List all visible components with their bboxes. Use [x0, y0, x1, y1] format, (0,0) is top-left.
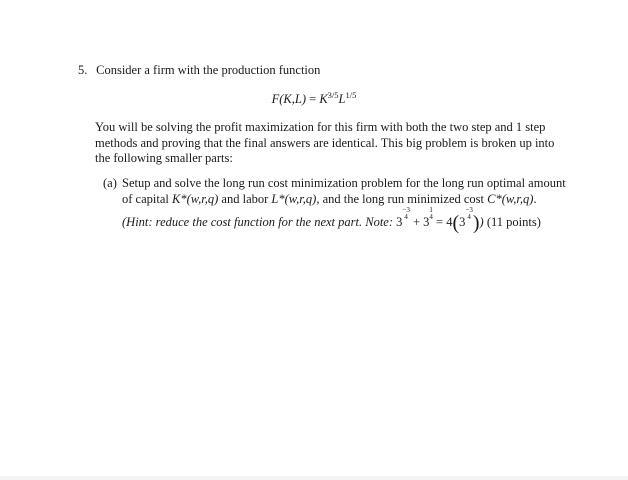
note-exp1-num: −3	[402, 206, 410, 215]
hint-close: )	[479, 215, 484, 230]
capital-symbol: K*(w,r,q)	[171, 191, 219, 206]
page-bottom-edge	[0, 476, 628, 480]
hint-text: (Hint: reduce the cost function for the next part. Note:	[122, 215, 397, 230]
part-a-line2-mid: and labor	[218, 191, 272, 206]
note-exp2-den: 4	[429, 213, 433, 222]
problem-heading-text: Consider a firm with the production function	[96, 63, 321, 77]
part-a-line-1: Setup and solve the long run cost minimization problem for the long run optimal amount	[122, 176, 566, 190]
part-a-line-3	[122, 206, 572, 235]
part-a-line2-end: .	[533, 191, 537, 206]
intro-line-2: methods and proving that the final answers are identical. This big problem is broken up into	[95, 135, 555, 150]
production-function-formula	[0, 91, 628, 107]
problem-number: 5.	[78, 63, 88, 77]
formula-l: L	[338, 92, 346, 106]
cost-symbol: C*(w,r,q)	[487, 191, 534, 206]
part-a-line2-pre: of capital	[122, 191, 172, 206]
labor-symbol: L*(w,r,q)	[271, 191, 317, 206]
note-base-2: 3	[423, 215, 430, 230]
part-a-line-2	[122, 192, 572, 208]
note-exponent-1	[402, 207, 409, 221]
note-paren-open: (	[452, 212, 460, 235]
part-a-body	[122, 176, 572, 235]
note-exp3-den: 4	[467, 213, 471, 222]
intro-line-3: the following smaller parts:	[95, 151, 233, 166]
note-base-3: 3	[459, 215, 466, 230]
note-paren-close: )	[472, 212, 480, 235]
note-exp1-den: 4	[404, 213, 408, 222]
problem-intro-paragraph	[95, 120, 565, 167]
part-a-line2-mid2: , and the long run minimized cost	[316, 191, 488, 206]
note-plus: +	[409, 215, 424, 230]
formula-lhs: F(K,L)	[271, 92, 306, 106]
part-a-label: (a)	[103, 176, 117, 190]
note-base-1: 3	[396, 215, 403, 230]
note-exp2-num: 1	[429, 206, 433, 215]
note-exp3-num: −3	[465, 206, 473, 215]
formula-l-exponent: 1/5	[345, 90, 357, 100]
formula-equals: =	[306, 92, 320, 106]
problem-heading	[78, 62, 320, 78]
intro-line-1: You will be solving the profit maximization for this firm with both the two step and 1 step	[95, 120, 546, 134]
points-label: (11 points)	[483, 215, 541, 230]
note-exponent-3	[465, 207, 472, 221]
note-equals: = 4	[432, 215, 453, 230]
formula-k-exponent: 3/5	[327, 90, 339, 100]
formula-k: K	[319, 92, 328, 106]
